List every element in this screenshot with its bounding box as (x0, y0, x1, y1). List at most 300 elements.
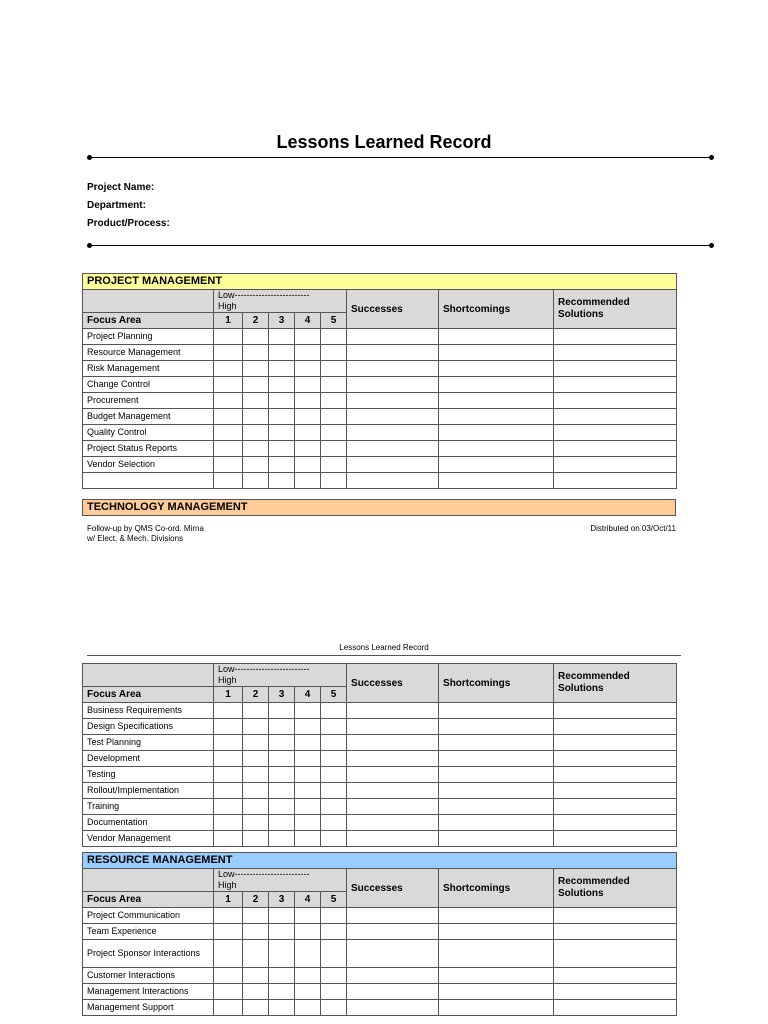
shortcomings-cell[interactable] (439, 968, 554, 984)
rating-cell[interactable] (214, 393, 243, 409)
shortcomings-cell[interactable] (439, 783, 554, 799)
shortcomings-cell[interactable] (439, 425, 554, 441)
successes-cell[interactable] (347, 783, 439, 799)
recommended-cell[interactable] (554, 940, 677, 968)
rating-cell[interactable] (214, 968, 243, 984)
rating-cell[interactable] (243, 719, 269, 735)
rating-cell[interactable] (321, 924, 347, 940)
shortcomings-cell[interactable] (439, 441, 554, 457)
footer-left (87, 524, 204, 544)
table-row (83, 799, 677, 815)
rating-cell[interactable] (243, 968, 269, 984)
shortcomings-cell[interactable] (439, 735, 554, 751)
rating-cell[interactable] (269, 345, 295, 361)
rating-cell[interactable] (243, 703, 269, 719)
rating-cell[interactable] (243, 751, 269, 767)
section-title: TECHNOLOGY MANAGEMENT (83, 500, 676, 516)
shortcomings-cell[interactable] (439, 924, 554, 940)
table-row (83, 473, 677, 489)
focus-area-cell: Training (83, 799, 214, 815)
rating-cell[interactable] (269, 831, 295, 847)
rating-cell[interactable] (295, 1000, 321, 1016)
successes-header: Successes (347, 664, 439, 703)
header-blank (83, 869, 214, 892)
rating-cell[interactable] (295, 345, 321, 361)
rating-cell[interactable] (214, 377, 243, 393)
rating-cell[interactable] (214, 924, 243, 940)
rating-1-header: 1 (214, 892, 243, 908)
recommended-cell[interactable] (554, 783, 677, 799)
rating-5-header: 5 (321, 687, 347, 703)
rating-cell[interactable] (214, 815, 243, 831)
resource-management-section (82, 852, 676, 1016)
technology-management-section (82, 663, 676, 847)
shortcomings-header: Shortcomings (439, 290, 554, 329)
rating-3-header: 3 (269, 313, 295, 329)
rating-cell[interactable] (243, 393, 269, 409)
rating-cell[interactable] (243, 457, 269, 473)
table-row (83, 719, 677, 735)
recommended-solutions-header: Recommended Solutions (554, 290, 677, 329)
table-row (83, 377, 677, 393)
technology-management-banner (82, 499, 676, 516)
focus-area-header: Focus Area (83, 892, 214, 908)
successes-header: Successes (347, 290, 439, 329)
shortcomings-cell[interactable] (439, 345, 554, 361)
footer-left-line: w/ Elect. & Mech. Divisions (87, 534, 184, 543)
shortcomings-cell[interactable] (439, 984, 554, 1000)
rating-scale-label (214, 869, 347, 892)
resource-management-table (82, 852, 677, 1016)
table-row (83, 345, 677, 361)
recommended-cell[interactable] (554, 908, 677, 924)
focus-area-cell: Test Planning (83, 735, 214, 751)
recommended-cell[interactable] (554, 767, 677, 783)
shortcomings-cell[interactable] (439, 361, 554, 377)
table-row (83, 735, 677, 751)
rating-cell[interactable] (321, 815, 347, 831)
recommended-cell[interactable] (554, 831, 677, 847)
rating-4-header: 4 (295, 687, 321, 703)
table-row (83, 457, 677, 473)
rating-cell[interactable] (214, 831, 243, 847)
rating-cell[interactable] (243, 940, 269, 968)
footer-distributed: Distributed on 03/Oct/11 (590, 524, 676, 533)
rating-cell[interactable] (269, 719, 295, 735)
rating-cell[interactable] (214, 473, 243, 489)
footer-left-line: Follow-up by QMS Co-ord. Mirna (87, 524, 204, 533)
rating-cell[interactable] (269, 377, 295, 393)
rating-5-header: 5 (321, 892, 347, 908)
rating-cell[interactable] (243, 783, 269, 799)
rating-cell[interactable] (321, 767, 347, 783)
rating-cell[interactable] (214, 329, 243, 345)
rating-cell[interactable] (243, 441, 269, 457)
table-row (83, 361, 677, 377)
rating-cell[interactable] (243, 377, 269, 393)
shortcomings-cell[interactable] (439, 751, 554, 767)
rating-cell[interactable] (295, 815, 321, 831)
rating-cell[interactable] (321, 968, 347, 984)
rating-cell[interactable] (269, 940, 295, 968)
rating-cell[interactable] (269, 425, 295, 441)
rating-cell[interactable] (295, 329, 321, 345)
rating-cell[interactable] (243, 799, 269, 815)
rating-4-header: 4 (295, 313, 321, 329)
table-row (83, 425, 677, 441)
table-row (83, 908, 677, 924)
page-header: Lessons Learned Record (339, 643, 429, 652)
recommended-cell[interactable] (554, 751, 677, 767)
project-management-section (82, 273, 676, 489)
recommended-cell[interactable] (554, 815, 677, 831)
header-blank (83, 290, 214, 313)
successes-cell[interactable] (347, 425, 439, 441)
rating-cell[interactable] (321, 940, 347, 968)
rating-cell[interactable] (214, 767, 243, 783)
rating-cell[interactable] (269, 815, 295, 831)
focus-area-cell: Project Sponsor Interactions (83, 940, 214, 968)
table-row (83, 815, 677, 831)
successes-cell[interactable] (347, 815, 439, 831)
rating-cell[interactable] (214, 703, 243, 719)
shortcomings-cell[interactable] (439, 831, 554, 847)
recommended-cell[interactable] (554, 393, 677, 409)
successes-header: Successes (347, 869, 439, 908)
table-row (83, 968, 677, 984)
rating-cell[interactable] (243, 329, 269, 345)
successes-cell[interactable] (347, 1000, 439, 1016)
successes-cell[interactable] (347, 703, 439, 719)
rating-cell[interactable] (243, 735, 269, 751)
successes-cell[interactable] (347, 735, 439, 751)
scale-high: High (218, 301, 237, 311)
table-row (83, 751, 677, 767)
recommended-cell[interactable] (554, 361, 677, 377)
rating-cell[interactable] (295, 457, 321, 473)
rating-cell[interactable] (321, 377, 347, 393)
recommended-cell[interactable] (554, 441, 677, 457)
scale-low: Low------------------------- (218, 664, 310, 674)
shortcomings-cell[interactable] (439, 1000, 554, 1016)
recommended-cell[interactable] (554, 457, 677, 473)
rating-cell[interactable] (295, 735, 321, 751)
rating-cell[interactable] (321, 799, 347, 815)
rating-cell[interactable] (243, 425, 269, 441)
shortcomings-cell[interactable] (439, 908, 554, 924)
header-blank (83, 664, 214, 687)
focus-area-cell: Management Support (83, 1000, 214, 1016)
rating-cell[interactable] (295, 425, 321, 441)
page-title: Lessons Learned Record (276, 132, 492, 152)
recommended-cell[interactable] (554, 968, 677, 984)
successes-cell[interactable] (347, 799, 439, 815)
rating-cell[interactable] (321, 831, 347, 847)
focus-area-cell: Development (83, 751, 214, 767)
focus-area-cell (83, 473, 214, 489)
rating-2-header: 2 (243, 313, 269, 329)
rating-cell[interactable] (269, 329, 295, 345)
rating-scale-label (214, 290, 347, 313)
rating-cell[interactable] (295, 473, 321, 489)
shortcomings-header: Shortcomings (439, 664, 554, 703)
rating-cell[interactable] (243, 1000, 269, 1016)
rating-cell[interactable] (269, 735, 295, 751)
table-row (83, 767, 677, 783)
table-row (83, 924, 677, 940)
rating-cell[interactable] (214, 457, 243, 473)
section-title: RESOURCE MANAGEMENT (83, 853, 677, 869)
recommended-cell[interactable] (554, 703, 677, 719)
successes-cell[interactable] (347, 393, 439, 409)
table-row (83, 831, 677, 847)
successes-cell[interactable] (347, 924, 439, 940)
rating-cell[interactable] (295, 799, 321, 815)
focus-area-cell: Project Communication (83, 908, 214, 924)
successes-cell[interactable] (347, 719, 439, 735)
rating-cell[interactable] (295, 908, 321, 924)
top-divider (89, 157, 712, 158)
rating-2-header: 2 (243, 687, 269, 703)
rating-cell[interactable] (295, 703, 321, 719)
rating-cell[interactable] (269, 984, 295, 1000)
rating-cell[interactable] (321, 984, 347, 1000)
focus-area-header: Focus Area (83, 687, 214, 703)
rating-cell[interactable] (214, 799, 243, 815)
table-row (83, 940, 677, 968)
rating-1-header: 1 (214, 687, 243, 703)
rating-cell[interactable] (269, 783, 295, 799)
successes-cell[interactable] (347, 751, 439, 767)
rating-cell[interactable] (214, 441, 243, 457)
rating-cell[interactable] (269, 924, 295, 940)
shortcomings-cell[interactable] (439, 815, 554, 831)
rating-cell[interactable] (321, 425, 347, 441)
rating-cell[interactable] (321, 735, 347, 751)
focus-area-cell: Vendor Selection (83, 457, 214, 473)
recommended-cell[interactable] (554, 1000, 677, 1016)
rating-cell[interactable] (269, 409, 295, 425)
successes-cell[interactable] (347, 345, 439, 361)
successes-cell[interactable] (347, 473, 439, 489)
successes-cell[interactable] (347, 940, 439, 968)
table-row (83, 783, 677, 799)
rating-cell[interactable] (269, 441, 295, 457)
rating-cell[interactable] (243, 908, 269, 924)
focus-area-cell: Budget Management (83, 409, 214, 425)
focus-area-cell: Change Control (83, 377, 214, 393)
rating-cell[interactable] (269, 1000, 295, 1016)
page-header-rule (87, 655, 681, 656)
successes-cell[interactable] (347, 457, 439, 473)
rating-cell[interactable] (243, 984, 269, 1000)
rating-cell[interactable] (243, 831, 269, 847)
successes-cell[interactable] (347, 409, 439, 425)
shortcomings-header: Shortcomings (439, 869, 554, 908)
recommended-cell[interactable] (554, 425, 677, 441)
rating-cell[interactable] (321, 329, 347, 345)
rating-cell[interactable] (243, 473, 269, 489)
rating-cell[interactable] (243, 409, 269, 425)
successes-cell[interactable] (347, 831, 439, 847)
rating-cell[interactable] (269, 799, 295, 815)
rating-cell[interactable] (295, 968, 321, 984)
recommended-cell[interactable] (554, 984, 677, 1000)
shortcomings-cell[interactable] (439, 719, 554, 735)
rating-5-header: 5 (321, 313, 347, 329)
table-row (83, 984, 677, 1000)
shortcomings-cell[interactable] (439, 377, 554, 393)
rating-cell[interactable] (295, 924, 321, 940)
shortcomings-cell[interactable] (439, 767, 554, 783)
focus-area-cell: Rollout/Implementation (83, 783, 214, 799)
successes-cell[interactable] (347, 984, 439, 1000)
rating-cell[interactable] (295, 441, 321, 457)
successes-cell[interactable] (347, 441, 439, 457)
focus-area-cell: Procurement (83, 393, 214, 409)
rating-cell[interactable] (321, 783, 347, 799)
rating-1-header: 1 (214, 313, 243, 329)
rating-cell[interactable] (295, 409, 321, 425)
rating-4-header: 4 (295, 892, 321, 908)
rating-cell[interactable] (269, 393, 295, 409)
successes-cell[interactable] (347, 377, 439, 393)
rating-cell[interactable] (269, 473, 295, 489)
successes-cell[interactable] (347, 767, 439, 783)
recommended-cell[interactable] (554, 329, 677, 345)
rating-cell[interactable] (243, 924, 269, 940)
rating-cell[interactable] (295, 783, 321, 799)
scale-low: Low------------------------- (218, 869, 310, 879)
rating-cell[interactable] (269, 767, 295, 783)
rating-cell[interactable] (321, 441, 347, 457)
rating-cell[interactable] (214, 735, 243, 751)
rating-cell[interactable] (243, 345, 269, 361)
shortcomings-cell[interactable] (439, 409, 554, 425)
shortcomings-cell[interactable] (439, 940, 554, 968)
rating-cell[interactable] (269, 751, 295, 767)
focus-area-cell: Project Planning (83, 329, 214, 345)
recommended-solutions-header: Recommended Solutions (554, 664, 677, 703)
rating-2-header: 2 (243, 892, 269, 908)
table-row (83, 703, 677, 719)
rating-cell[interactable] (295, 719, 321, 735)
rating-cell[interactable] (295, 377, 321, 393)
recommended-cell[interactable] (554, 473, 677, 489)
shortcomings-cell[interactable] (439, 393, 554, 409)
project-name-label: Project Name: (87, 182, 155, 193)
focus-area-cell: Project Status Reports (83, 441, 214, 457)
shortcomings-cell[interactable] (439, 473, 554, 489)
rating-cell[interactable] (214, 908, 243, 924)
rating-cell[interactable] (269, 968, 295, 984)
rating-cell[interactable] (321, 719, 347, 735)
rating-cell[interactable] (269, 908, 295, 924)
shortcomings-cell[interactable] (439, 457, 554, 473)
rating-cell[interactable] (214, 783, 243, 799)
focus-area-cell: Documentation (83, 815, 214, 831)
rating-cell[interactable] (269, 457, 295, 473)
table-row (83, 409, 677, 425)
successes-cell[interactable] (347, 361, 439, 377)
rating-cell[interactable] (295, 767, 321, 783)
recommended-cell[interactable] (554, 719, 677, 735)
focus-area-cell: Design Specifications (83, 719, 214, 735)
scale-high: High (218, 675, 237, 685)
successes-cell[interactable] (347, 329, 439, 345)
recommended-cell[interactable] (554, 377, 677, 393)
rating-cell[interactable] (214, 425, 243, 441)
table-row (83, 393, 677, 409)
rating-cell[interactable] (321, 457, 347, 473)
section-title: PROJECT MANAGEMENT (83, 274, 677, 290)
table-row (83, 329, 677, 345)
rating-cell[interactable] (295, 751, 321, 767)
project-management-table (82, 273, 677, 489)
rating-cell[interactable] (321, 703, 347, 719)
recommended-cell[interactable] (554, 924, 677, 940)
rating-cell[interactable] (321, 473, 347, 489)
rating-cell[interactable] (321, 361, 347, 377)
rating-cell[interactable] (214, 751, 243, 767)
rating-cell[interactable] (243, 767, 269, 783)
recommended-cell[interactable] (554, 345, 677, 361)
focus-area-cell: Testing (83, 767, 214, 783)
focus-area-cell: Business Requirements (83, 703, 214, 719)
rating-cell[interactable] (321, 1000, 347, 1016)
rating-cell[interactable] (295, 393, 321, 409)
technology-management-banner-table (82, 499, 676, 516)
rating-cell[interactable] (214, 1000, 243, 1016)
focus-area-header: Focus Area (83, 313, 214, 329)
shortcomings-cell[interactable] (439, 329, 554, 345)
rating-cell[interactable] (214, 940, 243, 968)
focus-area-cell: Management Interactions (83, 984, 214, 1000)
rating-cell[interactable] (243, 815, 269, 831)
shortcomings-cell[interactable] (439, 799, 554, 815)
recommended-cell[interactable] (554, 409, 677, 425)
rating-cell[interactable] (214, 409, 243, 425)
rating-cell[interactable] (214, 361, 243, 377)
scale-low: Low------------------------- (218, 290, 310, 300)
rating-cell[interactable] (295, 831, 321, 847)
product-process-label: Product/Process: (87, 218, 170, 229)
rating-cell[interactable] (214, 719, 243, 735)
rating-cell[interactable] (214, 984, 243, 1000)
focus-area-cell: Team Experience (83, 924, 214, 940)
successes-cell[interactable] (347, 908, 439, 924)
rating-cell[interactable] (295, 361, 321, 377)
recommended-cell[interactable] (554, 735, 677, 751)
rating-cell[interactable] (295, 940, 321, 968)
rating-cell[interactable] (321, 751, 347, 767)
rating-cell[interactable] (269, 361, 295, 377)
rating-cell[interactable] (321, 908, 347, 924)
table-row (83, 1000, 677, 1016)
recommended-cell[interactable] (554, 799, 677, 815)
rating-cell[interactable] (321, 393, 347, 409)
successes-cell[interactable] (347, 968, 439, 984)
rating-cell[interactable] (295, 984, 321, 1000)
rating-cell[interactable] (243, 361, 269, 377)
focus-area-cell: Resource Management (83, 345, 214, 361)
rating-cell[interactable] (321, 345, 347, 361)
rating-cell[interactable] (214, 345, 243, 361)
rating-cell[interactable] (321, 409, 347, 425)
rating-scale-label (214, 664, 347, 687)
rating-cell[interactable] (269, 703, 295, 719)
shortcomings-cell[interactable] (439, 703, 554, 719)
